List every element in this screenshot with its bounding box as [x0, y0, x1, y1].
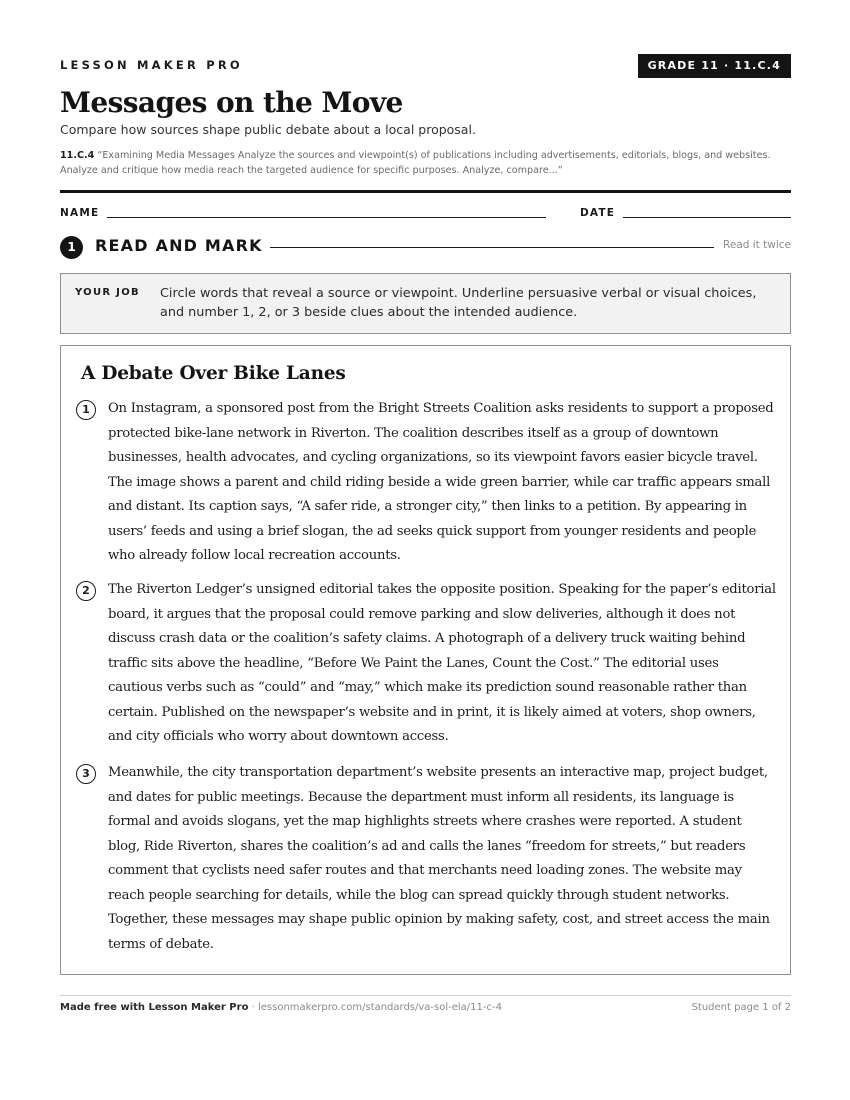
section-title: READ AND MARK	[95, 236, 263, 255]
paragraph-number-1: 1	[76, 400, 96, 420]
your-job-instructions: Circle words that reveal a source or viewpoint. Underline persuasive verbal or visual choices, and number 1, 2, or 3 beside clues about the intended audience.	[160, 286, 757, 320]
name-field[interactable]	[107, 217, 546, 218]
section-rule	[270, 247, 714, 248]
name-date-row	[60, 205, 791, 225]
standard-description	[60, 148, 791, 178]
your-job-label: YOUR JOB	[75, 287, 140, 298]
header-divider	[60, 190, 791, 193]
your-job-box	[60, 273, 791, 334]
brand-name: LESSON MAKER PRO	[60, 58, 243, 72]
footer-divider	[60, 995, 791, 996]
page-title: Messages on the Move	[60, 86, 403, 119]
page-subtitle: Compare how sources shape public debate about a local proposal.	[60, 122, 476, 137]
name-label: NAME	[60, 207, 100, 219]
section-note: Read it twice	[723, 239, 791, 251]
footer	[60, 1002, 791, 1013]
section-header	[60, 235, 791, 259]
paragraph-number-2: 2	[76, 581, 96, 601]
passage-title: A Debate Over Bike Lanes	[81, 363, 346, 384]
date-label: DATE	[580, 207, 616, 219]
footer-credit: Made free with Lesson Maker Pro	[60, 1002, 249, 1013]
standard-text: “Examining Media Messages Analyze the sources and viewpoint(s) of publications including advertisements, editorials, blogs, and websites. Analyze and critique how media reach the targeted audience for specific purposes. Analyze, compare...”	[60, 150, 771, 176]
standard-code: 11.C.4	[60, 150, 95, 161]
top-bar	[60, 54, 791, 78]
passage-paragraph-3: Meanwhile, the city transportation department’s website presents an interactive map, project budget, and dates for public meetings. Because the department must inform all residents, its language is formal and avoids slogans, yet the map highlights streets where crashes were reported. A student blog, Ride Riverton, shares the coalition’s ad and calls the lanes “freedom for streets,” but readers comment that cyclists need safer routes and that merchants need loading zones. The website may reach people searching for details, while the blog can spread quickly through student networks. Together, these messages may shape public opinion by making safety, cost, and street access the main terms of debate.	[108, 765, 770, 952]
paragraph-number-3: 3	[76, 764, 96, 784]
grade-badge: GRADE 11 · 11.C.4	[638, 54, 791, 78]
reading-passage-box	[60, 345, 791, 975]
footer-url[interactable]: · lessonmakerpro.com/standards/va-sol-ela/11-c-4	[248, 1002, 502, 1013]
date-field[interactable]	[623, 217, 791, 218]
passage-paragraph-2: The Riverton Ledger’s unsigned editorial takes the opposite position. Speaking for the paper’s editorial board, it argues that the proposal could remove parking and slow deliveries, although it does not discuss crash data or the coalition’s safety claims. A photograph of a delivery truck waiting behind traffic sits above the headline, “Before We Paint the Lanes, Count the Cost.” The editorial uses cautious verbs such as “could” and “may,” which make its prediction sound reasonable rather than certain. Published on the newspaper’s website and in print, it is likely aimed at voters, shop owners, and city officials who worry about downtown access.	[108, 582, 776, 744]
page-number: Student page 1 of 2	[691, 1002, 791, 1013]
passage-paragraph-1: On Instagram, a sponsored post from the Bright Streets Coalition asks residents to support a proposed protected bike-lane network in Riverton. The coalition describes itself as a group of downtown businesses, health advocates, and cycling organizations, so its viewpoint favors easier bicycle travel. The image shows a parent and child riding beside a wide green barrier, while car traffic appears small and distant. Its caption says, “A safer ride, a stronger city,” then links to a petition. By appearing in users’ feeds and using a brief slogan, the ad seeks quick support from younger residents and people who already follow local recreation accounts.	[108, 401, 774, 563]
section-number-badge: 1	[60, 236, 83, 259]
